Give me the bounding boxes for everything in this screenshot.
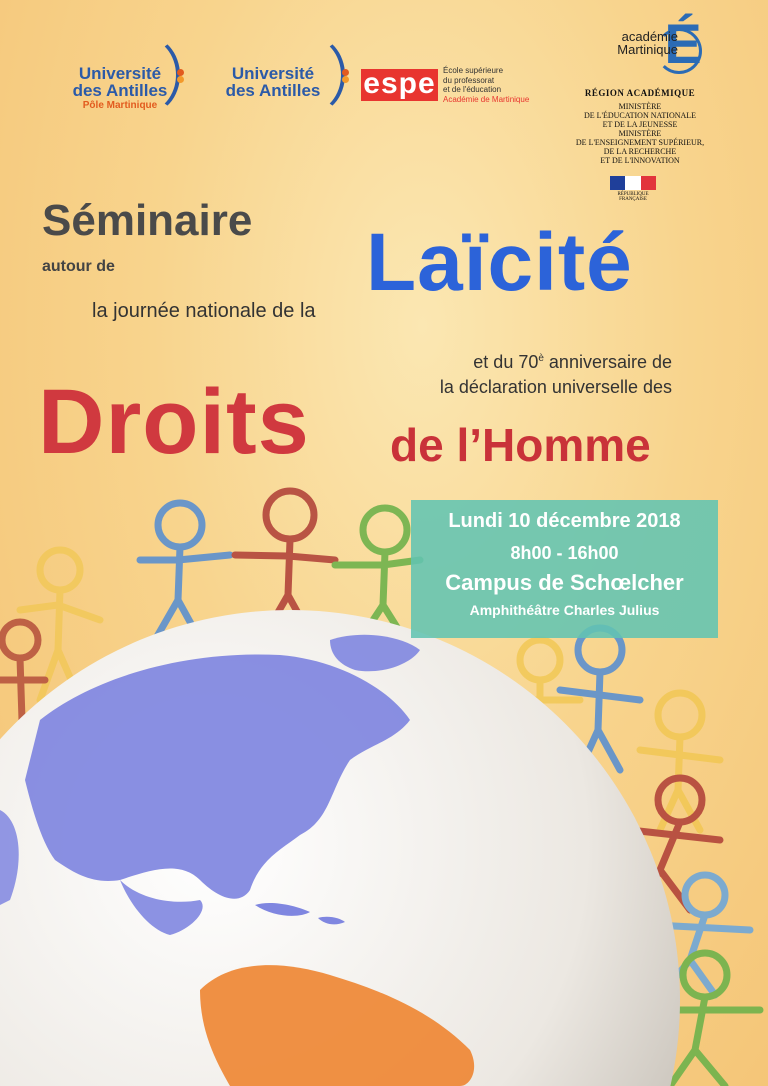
anniversaire-line1: [372, 346, 672, 375]
espe-description: [443, 66, 553, 104]
republique-francaise-label: RÉPUBLIQUE FRANÇAISE: [617, 192, 649, 202]
espe-line3: et de l'éducation: [443, 85, 502, 94]
marianne-flag-icon: [610, 176, 656, 190]
anniversaire-line2: la déclaration universelle des: [439, 377, 672, 397]
logo-text-line1: Université: [231, 64, 315, 83]
anniv-superscript: è: [538, 353, 544, 364]
academie-letter-icon: É: [664, 12, 702, 75]
region-line: DE LA RECHERCHE: [603, 147, 677, 156]
anniversaire-text: [372, 346, 672, 400]
logo-universite-antilles: [225, 35, 345, 115]
title-laicite: Laïcité: [366, 217, 633, 308]
academie-line1: académie: [621, 29, 678, 44]
academie-line2: Martinique: [617, 42, 678, 57]
subtitle-autour: autour de: [42, 258, 115, 275]
espe-line2: du professorat: [443, 75, 495, 85]
event-place: Campus de Schœlcher: [445, 570, 684, 595]
logo-text-line2: des Antilles: [72, 81, 168, 100]
region-academique-block: [560, 88, 720, 165]
region-line: MINISTÈRE: [618, 102, 662, 111]
region-line: ET DE LA JEUNESSE: [602, 120, 678, 129]
anniv-part-b: anniversaire de: [543, 352, 672, 372]
event-time: 8h00 - 16h00: [510, 543, 619, 563]
title-droits: Droits: [38, 371, 310, 473]
event-date: Lundi 10 décembre 2018: [448, 510, 681, 532]
logo-text-line3: Pôle Martinique: [82, 100, 158, 111]
region-line: DE L'ÉDUCATION NATIONALE: [583, 111, 697, 120]
logo-academie: [598, 30, 678, 56]
title-seminaire: Séminaire: [42, 196, 253, 245]
logo-espe: espe: [361, 69, 438, 101]
espe-line4: Académie de Martinique: [443, 94, 530, 104]
anniv-part-a: et du 70: [473, 352, 539, 372]
subtitle-journee: la journée nationale de la: [92, 300, 316, 322]
event-room: Amphithéâtre Charles Julius: [469, 602, 660, 618]
title-homme: de l’Homme: [390, 419, 651, 471]
logo-text-line2: des Antilles: [225, 81, 321, 100]
event-info-box: [411, 500, 718, 638]
logo-dots-icon: [177, 69, 184, 83]
region-line: DE L'ENSEIGNEMENT SUPÉRIEUR,: [575, 138, 705, 147]
region-line: MINISTÈRE: [618, 129, 662, 138]
logo-text-line1: Université: [78, 64, 162, 83]
logo-dots-icon: [342, 69, 349, 83]
espe-line1: École supérieure: [443, 66, 504, 75]
region-title: RÉGION ACADÉMIQUE: [584, 88, 696, 98]
logo-universite-antilles-pole: [70, 35, 180, 115]
region-line: ET DE L'INNOVATION: [600, 156, 680, 165]
